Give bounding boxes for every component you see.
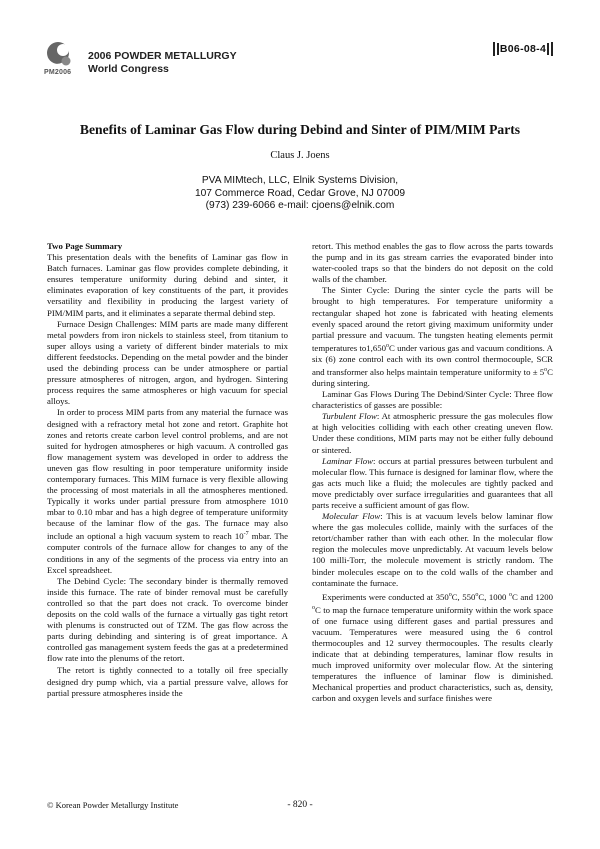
text-run: C, 1000 [478, 591, 509, 602]
paragraph: This presentation deals with the benefits of Laminar gas flow in Batch furnaces. Laminar gas flow provides complete debinding, it ensures temperature uniformity during debind and sinter, it eliminates evaporation of key constituents of the part, it provides versatility and flexibility in producing the largest variety of PIM/MIM parts, and it eliminates a separate thermal debind step. [47, 252, 288, 318]
run-in-label: Turbulent Flow [322, 411, 377, 422]
conference-line-1: 2006 POWDER METALLURGY [88, 50, 237, 62]
paragraph [47, 407, 288, 575]
superscript: -7 [243, 531, 249, 538]
paper-author: Claus J. Joens [270, 150, 330, 161]
paragraph [312, 511, 553, 589]
text-run: In order to process MIM parts from any material the furnace was designed with a refractory metal hot zone and retort. Graphite hot zones and retorts create carbon level control problems, and are not suited for hydrogen atmospheres or high vacuum. A controlled gas flow management system was developed in order to address the uneven gas flow resulting in poor temperature uniformity inside contemporary furnaces. This MIM furnace is very flexible allowing the processing of most materials in all the atmospheres mentioned. Typically it works under partial pressure from atmosphere 1010 mbar to 0.10 mbar and has a high degree of temperature uniformity because of the laminar flow of the gas. The furnace may also include an optional a high vacuum system to reach 10 [47, 407, 288, 542]
text-run: C, 550 [451, 591, 476, 602]
affiliation [30, 175, 570, 213]
degree-sign: o [385, 342, 389, 349]
copyright: © Korean Powder Metallurgy Institute [47, 800, 179, 810]
affiliation-line: (973) 239-6066 e-mail: cjoens@elnik.com [205, 200, 395, 211]
paragraph [47, 576, 288, 665]
text-run: mbar. The computer controls of the furnace allow for changes to any of the conditions in any of the segments of the process via entry into an Excel spreadsheet. [47, 531, 288, 575]
run-in-label: Molecular Flow [322, 511, 381, 522]
text-run: : The secondary binder is thermally removed inside this furnace. The rate of binder removal must be carefully controlled so that the part does not crack. To overcome binder deposits on the cold walls of the furnace a virtually gas tight retort with plenums is constructed out of TZM. The gas flow across the parts during debinding and sintering is of great importance. A controlled gas management system feeds the gas at a predetermined flow rate into the plenums of the retort. [47, 575, 288, 664]
text-run: : This is at vacuum levels below laminar flow where the gas molecules collide, mainly with the surfaces of the retort/chamber rather than with each other. In the molecular flow region the molecules move unpredictably. At vacuum levels below 100 milli-Torr, the molecule movement is strictly random. The binder molecules escape on to the cold walls of the chamber and contaminate the furnace. [312, 511, 553, 588]
paper-code-badge: B06-08-4 [493, 42, 553, 56]
paragraph [312, 411, 553, 455]
paragraph: The retort is tightly connected to a totally oil free specially designed dry pump which, via a partial pressure valve, allows for partial pressure atmospheres inside the [47, 665, 288, 698]
section-heading: Two Page Summary [47, 241, 123, 251]
text-run: C during sintering. [312, 366, 553, 388]
run-in-label: Laminar Flow [322, 455, 374, 466]
text-run: : At atmospheric pressure the gas molecules flow at high velocities colliding with each other creating uneven flow. Under these conditions, MIM parts may not be either fully debound or sintered. [312, 411, 554, 455]
paragraph: retort. This method enables the gas to flow across the parts towards the pump and in its gas stream carries the evaporated binder into water-cooled traps so that the binders do not deposit on the cold walls of the chamber. [312, 241, 553, 285]
degree-sign: o [544, 366, 548, 373]
paragraph [312, 590, 553, 705]
text-run: C to map the furnace temperature uniformity within the work space of one furnace using different gases and partial pressures and vacuum. Temperatures were measured using the 6 control thermocouples and 12 survey thermocouples. The results clearly indicate that at debinding temperatures, laminar flow results in much improved uniformity over molecular flow. At the sintering temperatures the influence of laminar flow is diminished. Mechanical properties and product characteristics, such as, density, carbon and oxygen levels and surface finishes were [312, 604, 553, 704]
degree-sign: o [312, 604, 315, 611]
conference-line-2: World Congress [88, 63, 169, 75]
text-run: : occurs at partial pressures between turbulent and molecular flow. This furnace is designed for laminar flow, where the gas acts much like a fluid; the molecules are tightly packed and move predictably over surface irregularities and guarantees that all parts receive a sufficient amount of gas flow. [312, 455, 553, 510]
conference-name [88, 50, 237, 76]
text-run: C under various gas and vacuum conditions. A six (6) zone control each with its own control thermocouple, SCR and transformer also helps maintain temperature uniformity to ± 5 [312, 342, 553, 377]
text-run: C and 1200 [511, 591, 553, 602]
paragraph: Furnace Design Challenges: MIM parts are made many different metal powders from iron nickels to stainless steel, from titanium to super alloys using a variety of different binder materials to mix different feedstocks. Depending on the metal powder and the binder used the debinding process can be under atmosphere or partial pressure atmospheres of nitrogen, argon, and hydrogen. Sintering process requires the same atmospheres or high vacuum for special alloys. [47, 318, 288, 407]
run-in-label: The Debind Cycle [57, 575, 124, 586]
degree-sign: o [508, 591, 512, 598]
left-column [47, 241, 288, 699]
page-number: - 820 - [287, 800, 313, 810]
text-run: Experiments were conducted at 350 [322, 591, 449, 602]
paragraph [312, 285, 553, 389]
affiliation-line: 107 Commerce Road, Cedar Grove, NJ 07009 [194, 187, 406, 199]
paragraph: Laminar Gas Flows During The Debind/Sinter Cycle: Three flow characteristics of gasses are possible: [312, 389, 553, 411]
paper-title: Benefits of Laminar Gas Flow during Debind and Sinter of PIM/MIM Parts [79, 122, 521, 137]
paragraph [312, 456, 553, 511]
affiliation-line: PVA MIMtech, LLC, Elnik Systems Division, [201, 175, 399, 186]
right-column [312, 241, 553, 704]
degree-sign: o [448, 591, 452, 598]
degree-sign: o [475, 591, 479, 598]
logo-text: PM2006 [44, 69, 72, 76]
text-run: The Sinter Cycle: During the sinter cycle the parts will be brought to high temperatures. For temperature uniformity a rectangular shaped hot zone is fabricated with heating elements evenly spaced around the retort giving maximum uniformity under partial pressure and vacuum. The tungsten heating elements permit temperatures to1,650 [312, 285, 553, 353]
